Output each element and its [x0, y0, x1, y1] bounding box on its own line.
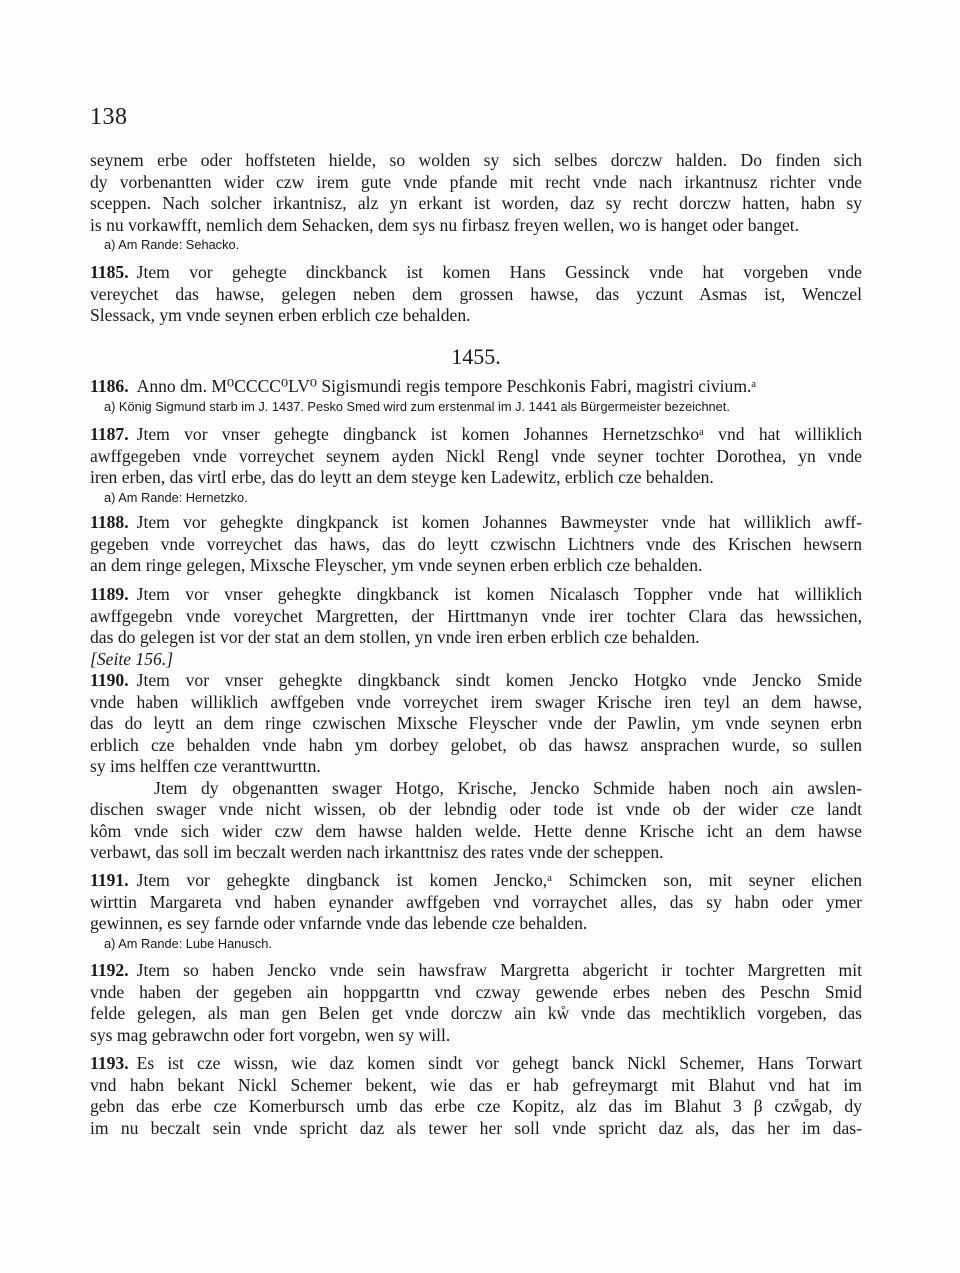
text-line: [90, 1025, 862, 1047]
line-text: Jtem vor gehegkte dingbanck ist komen Jencko,ᵃ Schimcken son, mit seyner elichen: [136, 870, 862, 890]
line-text: Jtem so haben Jencko vnde sein hawsfraw Margretta abgericht ir tochter Margretten mit: [136, 960, 862, 980]
text-line: [90, 512, 862, 534]
line-text: is nu vorkawfft, nemlich dem Sehacken, dem sys nu firbasz freyen wellen, wo is hanget oder banget.: [90, 214, 800, 235]
text-line: [90, 534, 862, 556]
line-text: an dem ringe gelegen, Mixsche Fleyscher, ym vnde seynen erben erblich cze behalden.: [90, 555, 703, 575]
page-reference: [Seite 156.]: [90, 648, 174, 669]
line-text: erblich cze behalden vnde habn ym dorbey gelobet, ob das hawsz ansprachen wurde, so sullen: [90, 734, 862, 755]
text-line: [90, 446, 862, 468]
text-line: [90, 870, 862, 892]
entry-1187: [90, 424, 862, 507]
line-text: wirttin Margareta vnd haben eynander awffgeben vnd vorraychet alles, das sy habn oder ymer: [90, 891, 862, 912]
line-text: das do leytt an dem ringe czwischen Mixsche Fleyscher vnde der Pawlin, ym vnde seynen erbn: [90, 713, 862, 733]
text-line: [90, 799, 862, 821]
line-text: verbawt, das soll im beczalt werden nach irkanttnisz des rates vnde der scheppen.: [90, 842, 664, 862]
text-line: [90, 424, 862, 446]
line-text: Anno dm. M⁰CCCC⁰LV⁰ Sigismundi regis tempore Peschkonis Fabri, magistri civium.ᵃ: [136, 376, 757, 396]
text-line: [90, 778, 862, 800]
text-line: [90, 842, 862, 864]
line-text: dischen swager vnde nicht wissen, ob der lebndig oder tode ist vnde ob der wider cze landt: [90, 799, 862, 819]
line-text: Es ist cze wissn, wie daz komen sindt vor gehegt banck Nickl Schemer, Hans Torwart: [136, 1053, 862, 1073]
text-line: [90, 172, 862, 194]
line-text: felde gelegen, als man gen Belen get vnde dorczw ain kẘ vnde das mechtiklich vorgeben, das: [90, 1003, 862, 1023]
page-number: 138: [90, 104, 128, 130]
entry-number: 1187.: [90, 424, 129, 444]
text-line: [90, 1096, 862, 1118]
entry-1192: [90, 960, 862, 1046]
line-text: gewinnen, es sey farnde oder vnfarnde vnde das lebende cze behalden.: [90, 913, 588, 933]
entry-number: 1192.: [90, 960, 129, 980]
text-line: [90, 670, 862, 692]
text-line: [90, 284, 862, 306]
line-text: vereychet das hawse, gelegen neben dem grossen hawse, das yczunt Asmas ist, Wenczel: [90, 283, 862, 304]
text-line: [90, 584, 862, 606]
entry-1186: [90, 376, 862, 416]
line-text: gegeben vnde vorreychet das haws, das do leytt czwischn Lichtners vnde des Krischen hewsern: [90, 533, 862, 554]
footnote: a) König Sigmund starb im J. 1437. Pesko Smed wird zum erstenmal im J. 1441 als Bürgermeister bezeichnet.: [104, 398, 730, 414]
text-line: [90, 262, 862, 284]
text-line: [90, 892, 862, 914]
text-line: [90, 555, 862, 577]
line-text: Jtem vor vnser gehegkte dingkbanck ist komen Nicalasch Toppher vnde hat williklich: [136, 584, 862, 604]
text-line: [90, 627, 862, 649]
text-line: [90, 692, 862, 714]
line-text: dy vorbenantten wider czw irem gute vnde pfande mit recht vnde nach irkantnusz richter vnde: [90, 171, 862, 192]
line-text: das do gelegen ist vor der stat an dem stollen, yn vnde iren erben erblich cze behalden.: [90, 627, 700, 647]
footnote: a) Am Rande: Hernetzko.: [104, 489, 248, 505]
entry-1190: [90, 670, 862, 864]
line-text: vnd habn bekant Nickl Schemer bekent, wie das er hab gefreymargt mit Blahut vnd hat im: [90, 1074, 862, 1095]
text-line: [90, 1003, 862, 1025]
text-line: [90, 735, 862, 757]
line-text: Jtem vor vnser gehegte dingbanck ist komen Johannes Hernetzschkoᵃ vnd hat williklich: [136, 424, 862, 444]
text-line: [90, 756, 862, 778]
entry-1185: [90, 262, 862, 327]
entry-number: 1188.: [90, 512, 129, 532]
text-line: [90, 821, 862, 843]
line-text: vnde haben williklich awffgeben vnde vorreychet irem swager Krische iren teyl an dem hawse,: [90, 691, 862, 712]
line-text: sys mag gebrawchn oder fort vorgebn, wen sy will.: [90, 1024, 451, 1045]
text-line: [90, 606, 862, 628]
footnote: a) Am Rande: Lube Hanusch.: [104, 935, 272, 951]
text-line: [90, 1118, 862, 1140]
line-text: Jtem vor vnser gehegkte dingkbanck sindt komen Jencko Hotgko vnde Jencko Smide: [136, 670, 862, 690]
text-line: [90, 193, 862, 215]
entry-1189: [90, 584, 862, 670]
line-text: seynem erbe oder hoffsteten hielde, so wolden sy sich selbes dorczw halden. Do finden sich: [90, 150, 862, 170]
continuation-paragraph: [90, 150, 862, 254]
line-text: kôm vnde sich wider czw dem hawse halden welde. Hette denne Krische icht an dem hawse: [90, 820, 862, 841]
text-line: [90, 960, 862, 982]
text-line: [90, 713, 862, 735]
entry-number: 1193.: [90, 1053, 129, 1073]
line-text: awffgegeben vnde vorreychet seynem ayden Nickl Rengl vnde seyner tochter Dorothea, yn vnde: [90, 445, 862, 466]
line-text: gebn das erbe cze Komerbursch umb das erbe cze Kopitz, alz das im Blahut 3 β czẘgab, dy: [90, 1096, 862, 1116]
line-text: iren erben, das virtl erbe, das do leytt an dem steyge ken Ladewitz, erblich cze behalden.: [90, 467, 714, 487]
line-text: Jtem dy obgenantten swager Hotgo, Krische, Jencko Schmide haben noch ain awslen-: [154, 777, 862, 798]
line-text: awffgegebn vnde voreychet Margretten, der Hirttmanyn vnde irer tochter Clara das hewssichen,: [90, 605, 862, 626]
entry-1191: [90, 870, 862, 953]
text-line: [90, 376, 862, 398]
text-line: [90, 305, 862, 327]
entry-number: 1186.: [90, 376, 129, 396]
year-heading-block: [90, 344, 862, 370]
entry-number: 1185.: [90, 262, 129, 282]
text-line: [90, 1075, 862, 1097]
line-text: sceppen. Nach solcher irkantnisz, alz yn erkant ist worden, daz sy recht dorczw hatten, habn sy: [90, 193, 862, 213]
entry-number: 1191.: [90, 870, 129, 890]
line-text: vnde haben der gegeben ain hoppgarttn vnd czway gewende erbes neben des Peschn Smid: [90, 981, 862, 1002]
text-line: [90, 649, 862, 671]
entry-1188: [90, 512, 862, 577]
line-text: sy ims helffen cze veranttwurttn.: [90, 756, 321, 776]
line-text: Jtem vor gehegkte dingkpanck ist komen Johannes Bawmeyster vnde hat williklich awff-: [136, 512, 862, 532]
footnote: a) Am Rande: Sehacko.: [104, 237, 240, 252]
text-line: [90, 1053, 862, 1075]
entry-1193: [90, 1053, 862, 1139]
entry-number: 1189.: [90, 584, 129, 604]
text-line: [90, 467, 862, 489]
text-line: [90, 913, 862, 935]
line-text: Jtem vor gehegte dinckbanck ist komen Hans Gessinck vnde hat vorgeben vnde: [136, 262, 862, 282]
text-line: [90, 215, 862, 237]
entry-number: 1190.: [90, 670, 129, 690]
text-line: [90, 150, 862, 172]
line-text: Slessack, ym vnde seynen erben erblich cze behalden.: [90, 305, 471, 325]
text-line: [90, 982, 862, 1004]
line-text: im nu beczalt sein vnde spricht daz als tewer her soll vnde spricht daz als, das her im das-: [90, 1117, 862, 1138]
year-heading: 1455.: [451, 344, 501, 369]
